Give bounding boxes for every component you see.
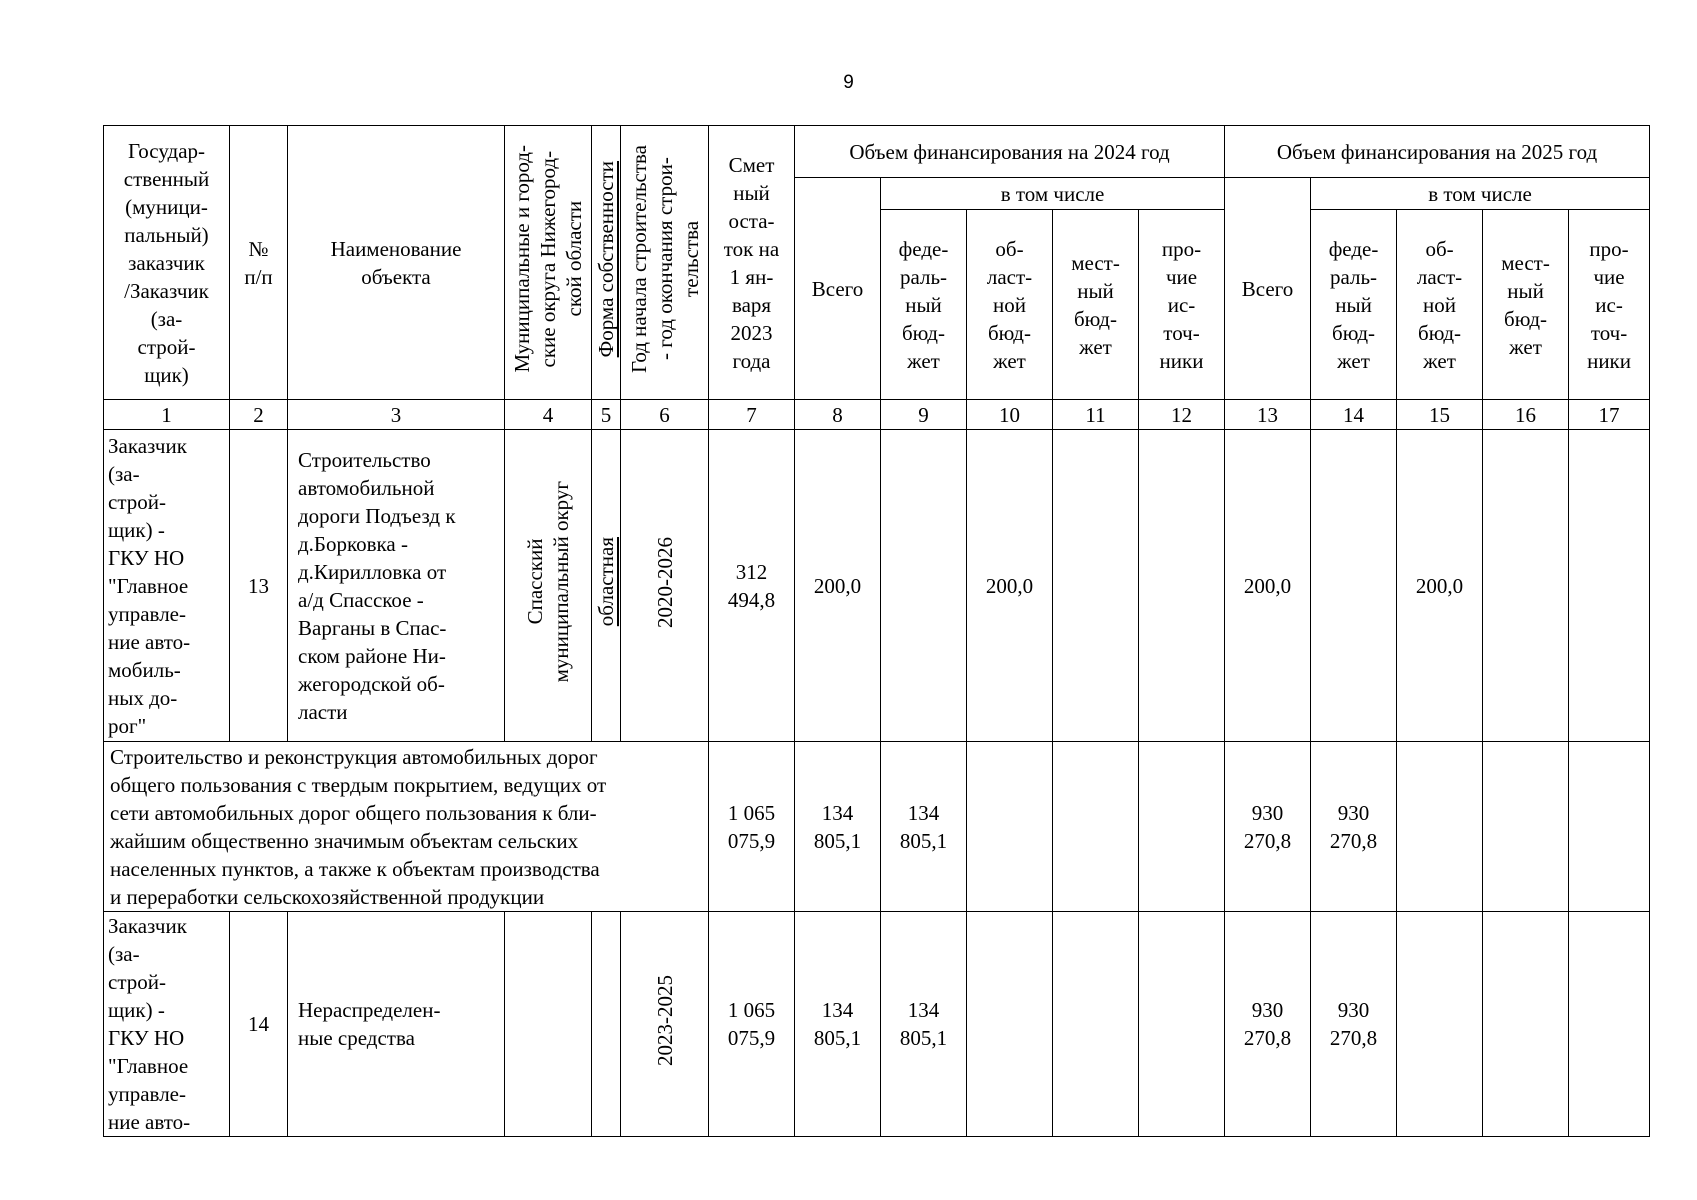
header-districts: Муниципальные и город- ские округа Нижегород- ской области: [505, 126, 592, 400]
header-object-name: Наименование объекта: [288, 126, 505, 400]
col-number: 17: [1569, 400, 1650, 430]
header-total-2025: Всего: [1225, 178, 1311, 400]
cell-other-2024: [1139, 912, 1225, 1137]
cell-number: 14: [230, 912, 288, 1137]
col-number: 14: [1311, 400, 1397, 430]
cell-district: [505, 912, 592, 1137]
cell-federal-2025: 930 270,8: [1311, 742, 1397, 912]
header-other-2024: про- чие ис- точ- ники: [1139, 210, 1225, 400]
col-number: 16: [1483, 400, 1569, 430]
cell-object-name: Нераспределен- ные средства: [288, 912, 505, 1137]
table-row-14: [104, 912, 1650, 1137]
cell-federal-2025: [1311, 430, 1397, 742]
cell-local-2024: [1053, 742, 1139, 912]
cell-number: 13: [230, 430, 288, 742]
cell-years: 2023-2025: [621, 912, 709, 1137]
cell-regional-2025: 200,0: [1397, 430, 1483, 742]
header-regional-2025: об- ласт- ной бюд- жет: [1397, 210, 1483, 400]
col-number: 9: [881, 400, 967, 430]
header-including-2024: в том числе: [881, 178, 1225, 210]
cell-district: Спасский муниципальный округ: [505, 430, 592, 742]
col-number: 6: [621, 400, 709, 430]
col-number: 3: [288, 400, 505, 430]
cell-regional-2024: [967, 742, 1053, 912]
col-number: 13: [1225, 400, 1311, 430]
cell-total-2024: 134 805,1: [795, 912, 881, 1137]
cell-other-2025: [1569, 742, 1650, 912]
header-total-2024: Всего: [795, 178, 881, 400]
col-number: 10: [967, 400, 1053, 430]
header-ownership: Форма собственности: [592, 126, 621, 400]
cell-customer: Заказчик (за- строй- щик) - ГКУ НО "Главное управле- ние авто- мобиль- ных до- рог": [104, 430, 230, 742]
cell-balance: 1 065 075,9: [709, 742, 795, 912]
section-title: Строительство и реконструкция автомобильных дорог общего пользования с твердым покрытием, ведущих от сети автомобильных дорог общего пользования к бли- жайшим общественно значимым объектам сельских населенных пунктов, а также к объектам производства и переработки сельскохозяйственной продукции: [104, 742, 709, 912]
col-number: 11: [1053, 400, 1139, 430]
col-number: 2: [230, 400, 288, 430]
header-including-2025: в том числе: [1311, 178, 1650, 210]
cell-local-2025: [1483, 912, 1569, 1137]
col-number: 12: [1139, 400, 1225, 430]
cell-local-2024: [1053, 430, 1139, 742]
cell-ownership: [592, 912, 621, 1137]
col-number: 8: [795, 400, 881, 430]
cell-years: 2020-2026: [621, 430, 709, 742]
cell-other-2025: [1569, 912, 1650, 1137]
col-number: 15: [1397, 400, 1483, 430]
header-local-2025: мест- ный бюд- жет: [1483, 210, 1569, 400]
investment-program-table: [103, 125, 1650, 1137]
page-number: 9: [843, 72, 854, 93]
cell-total-2024: 200,0: [795, 430, 881, 742]
cell-total-2025: 930 270,8: [1225, 912, 1311, 1137]
header-regional-2024: об- ласт- ной бюд- жет: [967, 210, 1053, 400]
cell-customer: Заказчик (за- строй- щик) - ГКУ НО "Главное управле- ние авто-: [104, 912, 230, 1137]
header-estimated-balance: Смет ный оста- ток на 1 ян- варя 2023 года: [709, 126, 795, 400]
cell-object-name: Строительство автомобильной дороги Подъезд к д.Борковка - д.Кирилловка от а/д Спасское - Варганы в Спас- ском районе Ни- жегородской об- ласти: [288, 430, 505, 742]
cell-ownership: областная: [592, 430, 621, 742]
column-number-row: [104, 400, 1650, 430]
header-number: № п/п: [230, 126, 288, 400]
cell-federal-2024: 134 805,1: [881, 912, 967, 1137]
header-local-2024: мест- ный бюд- жет: [1053, 210, 1139, 400]
cell-balance: 312 494,8: [709, 430, 795, 742]
cell-other-2024: [1139, 742, 1225, 912]
cell-regional-2024: 200,0: [967, 430, 1053, 742]
cell-local-2024: [1053, 912, 1139, 1137]
cell-other-2024: [1139, 430, 1225, 742]
cell-federal-2025: 930 270,8: [1311, 912, 1397, 1137]
header-years: Год начала строительства - год окончания строи- тельства: [621, 126, 709, 400]
cell-other-2025: [1569, 430, 1650, 742]
cell-regional-2024: [967, 912, 1053, 1137]
cell-local-2025: [1483, 430, 1569, 742]
cell-federal-2024: [881, 430, 967, 742]
header-federal-2025: феде- раль- ный бюд- жет: [1311, 210, 1397, 400]
col-number: 5: [592, 400, 621, 430]
header-other-2025: про- чие ис- точ- ники: [1569, 210, 1650, 400]
cell-total-2025: 200,0: [1225, 430, 1311, 742]
cell-local-2025: [1483, 742, 1569, 912]
col-number: 1: [104, 400, 230, 430]
cell-total-2024: 134 805,1: [795, 742, 881, 912]
cell-regional-2025: [1397, 912, 1483, 1137]
col-number: 7: [709, 400, 795, 430]
header-federal-2024: феде- раль- ный бюд- жет: [881, 210, 967, 400]
header-customer: Государ- ственный (муници- пальный) заказчик /Заказчик (за- строй- щик): [104, 126, 230, 400]
header-financing-2025: Объем финансирования на 2025 год: [1225, 126, 1650, 178]
cell-regional-2025: [1397, 742, 1483, 912]
header-financing-2024: Объем финансирования на 2024 год: [795, 126, 1225, 178]
section-row: [104, 742, 1650, 912]
col-number: 4: [505, 400, 592, 430]
cell-balance: 1 065 075,9: [709, 912, 795, 1137]
table-row-13: [104, 430, 1650, 742]
cell-total-2025: 930 270,8: [1225, 742, 1311, 912]
cell-federal-2024: 134 805,1: [881, 742, 967, 912]
